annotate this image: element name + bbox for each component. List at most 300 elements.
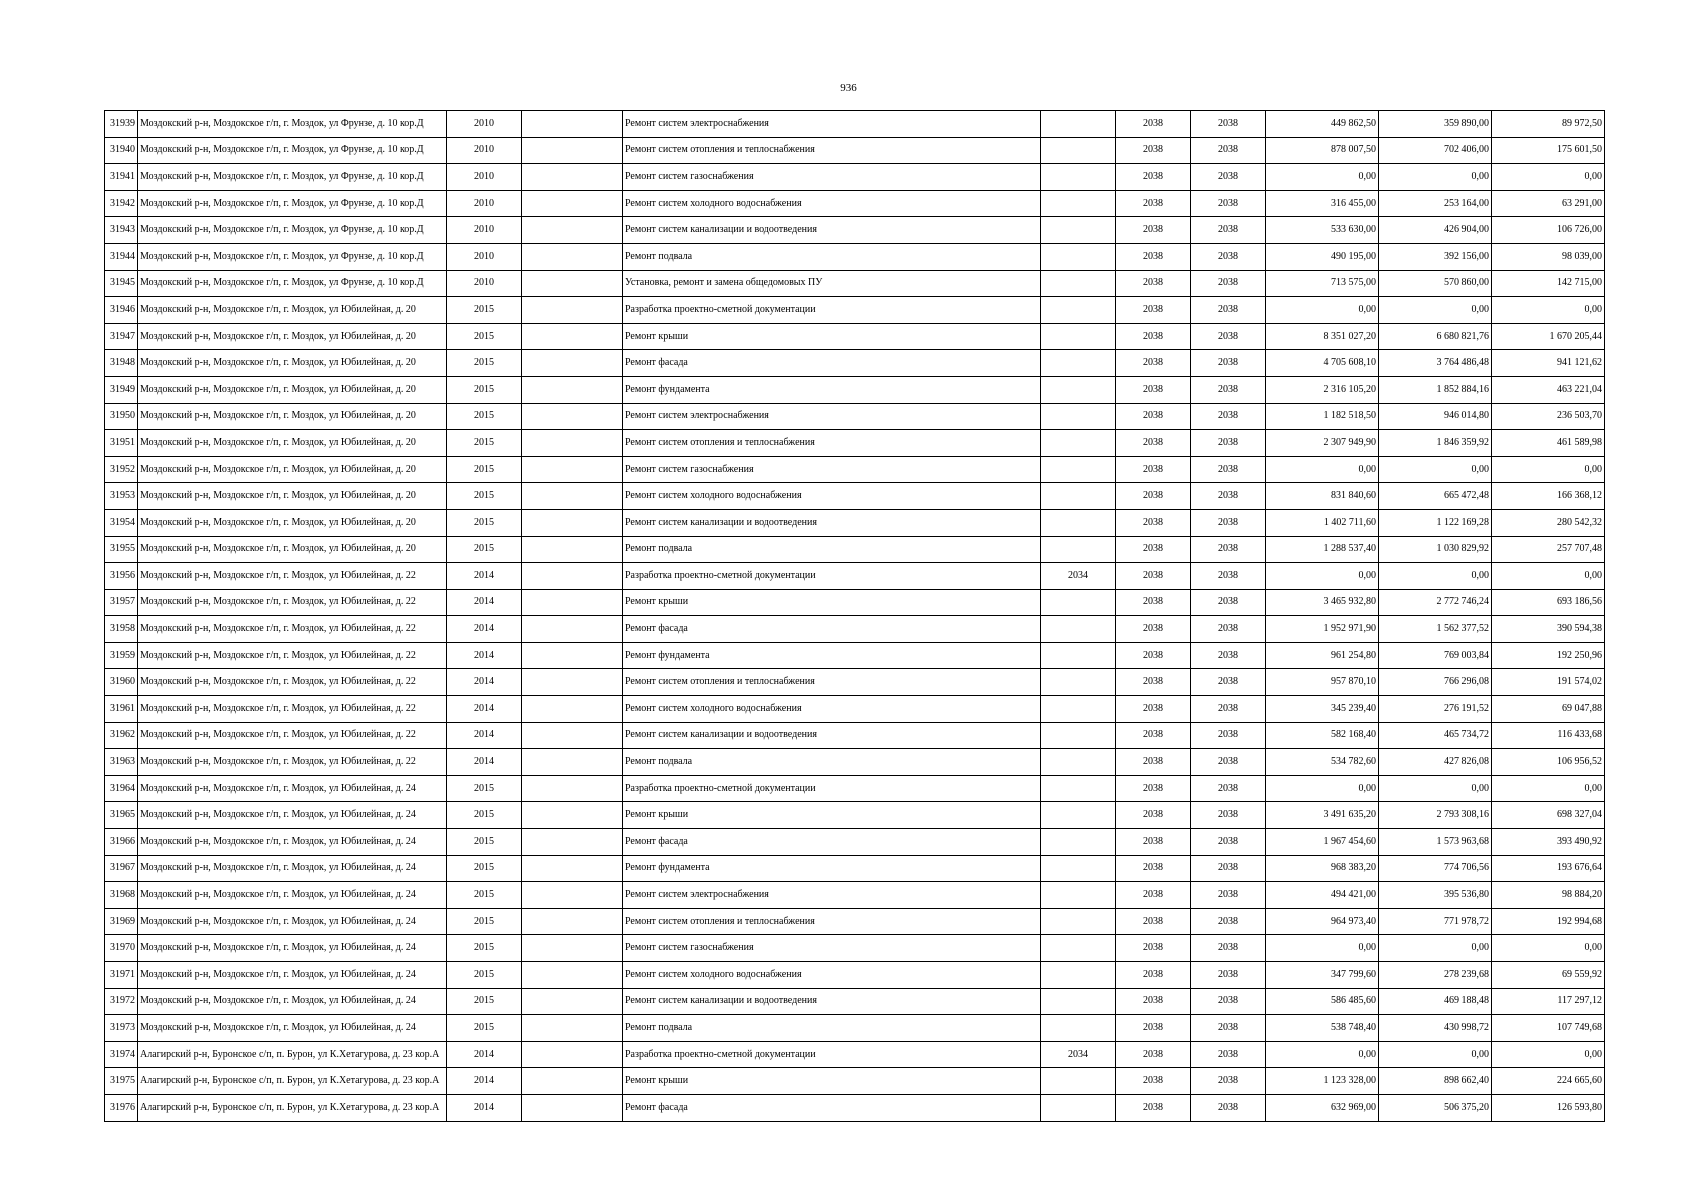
row-number: 31947: [105, 323, 138, 350]
table-row: [105, 137, 1605, 164]
end-year-cell: 2038: [1191, 563, 1266, 590]
address-cell: Моздокский р-н, Моздокское г/п, г. Моздок, ул Юбилейная, д. 20: [138, 456, 447, 483]
commission-year-cell: 2014: [447, 563, 522, 590]
planned-year-cell: [1041, 164, 1116, 191]
start-year-cell: 2038: [1116, 1041, 1191, 1068]
commission-year-cell: 2010: [447, 190, 522, 217]
total-cost-cell: 0,00: [1266, 297, 1379, 324]
table-row: [105, 855, 1605, 882]
work-type-cell: Ремонт систем холодного водоснабжения: [623, 696, 1041, 723]
start-year-cell: 2038: [1116, 536, 1191, 563]
end-year-cell: 2038: [1191, 1094, 1266, 1121]
table-row: [105, 1094, 1605, 1121]
total-cost-cell: 0,00: [1266, 563, 1379, 590]
row-number: 31952: [105, 456, 138, 483]
total-cost-cell: 449 862,50: [1266, 111, 1379, 138]
planned-year-cell: [1041, 137, 1116, 164]
work-type-cell: Установка, ремонт и замена общедомовых ПУ: [623, 270, 1041, 297]
row-number: 31948: [105, 350, 138, 377]
start-year-cell: 2038: [1116, 243, 1191, 270]
table-row: [105, 536, 1605, 563]
owner-cost-cell: 116 433,68: [1492, 722, 1605, 749]
address-cell: Моздокский р-н, Моздокское г/п, г. Моздок, ул Юбилейная, д. 24: [138, 882, 447, 909]
owner-cost-cell: 0,00: [1492, 563, 1605, 590]
address-cell: Моздокский р-н, Моздокское г/п, г. Моздок, ул Юбилейная, д. 20: [138, 536, 447, 563]
empty-cell: [522, 829, 623, 856]
empty-cell: [522, 855, 623, 882]
commission-year-cell: 2015: [447, 908, 522, 935]
owner-cost-cell: 0,00: [1492, 1041, 1605, 1068]
owner-cost-cell: 192 250,96: [1492, 642, 1605, 669]
fund-cost-cell: 0,00: [1379, 775, 1492, 802]
end-year-cell: 2038: [1191, 829, 1266, 856]
work-type-cell: Ремонт систем электроснабжения: [623, 111, 1041, 138]
planned-year-cell: [1041, 190, 1116, 217]
work-type-cell: Ремонт подвала: [623, 1015, 1041, 1042]
planned-year-cell: [1041, 988, 1116, 1015]
start-year-cell: 2038: [1116, 802, 1191, 829]
start-year-cell: 2038: [1116, 270, 1191, 297]
planned-year-cell: [1041, 270, 1116, 297]
total-cost-cell: 3 491 635,20: [1266, 802, 1379, 829]
end-year-cell: 2038: [1191, 350, 1266, 377]
commission-year-cell: 2014: [447, 616, 522, 643]
work-type-cell: Ремонт фундамента: [623, 376, 1041, 403]
table-row: [105, 696, 1605, 723]
owner-cost-cell: 390 594,38: [1492, 616, 1605, 643]
address-cell: Моздокский р-н, Моздокское г/п, г. Моздок, ул Юбилейная, д. 24: [138, 775, 447, 802]
fund-cost-cell: 253 164,00: [1379, 190, 1492, 217]
address-cell: Моздокский р-н, Моздокское г/п, г. Моздок, ул Юбилейная, д. 24: [138, 855, 447, 882]
empty-cell: [522, 111, 623, 138]
address-cell: Моздокский р-н, Моздокское г/п, г. Моздок, ул Юбилейная, д. 24: [138, 802, 447, 829]
start-year-cell: 2038: [1116, 669, 1191, 696]
planned-year-cell: [1041, 722, 1116, 749]
planned-year-cell: [1041, 1094, 1116, 1121]
owner-cost-cell: 63 291,00: [1492, 190, 1605, 217]
fund-cost-cell: 769 003,84: [1379, 642, 1492, 669]
owner-cost-cell: 166 368,12: [1492, 483, 1605, 510]
end-year-cell: 2038: [1191, 988, 1266, 1015]
fund-cost-cell: 506 375,20: [1379, 1094, 1492, 1121]
commission-year-cell: 2015: [447, 802, 522, 829]
planned-year-cell: [1041, 243, 1116, 270]
planned-year-cell: [1041, 403, 1116, 430]
address-cell: Моздокский р-н, Моздокское г/п, г. Моздок, ул Юбилейная, д. 22: [138, 749, 447, 776]
commission-year-cell: 2014: [447, 1041, 522, 1068]
address-cell: Моздокский р-н, Моздокское г/п, г. Моздок, ул Фрунзе, д. 10 кор.Д: [138, 111, 447, 138]
empty-cell: [522, 243, 623, 270]
end-year-cell: 2038: [1191, 775, 1266, 802]
work-type-cell: Ремонт фундамента: [623, 642, 1041, 669]
owner-cost-cell: 69 559,92: [1492, 962, 1605, 989]
address-cell: Моздокский р-н, Моздокское г/п, г. Моздок, ул Юбилейная, д. 24: [138, 962, 447, 989]
empty-cell: [522, 509, 623, 536]
owner-cost-cell: 0,00: [1492, 297, 1605, 324]
address-cell: Алагирский р-н, Буронское с/п, п. Бурон, ул К.Хетагурова, д. 23 кор.А: [138, 1041, 447, 1068]
table-row: [105, 722, 1605, 749]
start-year-cell: 2038: [1116, 456, 1191, 483]
row-number: 31945: [105, 270, 138, 297]
table-row: [105, 350, 1605, 377]
fund-cost-cell: 278 239,68: [1379, 962, 1492, 989]
start-year-cell: 2038: [1116, 1094, 1191, 1121]
total-cost-cell: 2 316 105,20: [1266, 376, 1379, 403]
total-cost-cell: 582 168,40: [1266, 722, 1379, 749]
start-year-cell: 2038: [1116, 775, 1191, 802]
end-year-cell: 2038: [1191, 217, 1266, 244]
address-cell: Моздокский р-н, Моздокское г/п, г. Моздок, ул Юбилейная, д. 20: [138, 509, 447, 536]
work-type-cell: Ремонт крыши: [623, 1068, 1041, 1095]
planned-year-cell: [1041, 908, 1116, 935]
commission-year-cell: 2015: [447, 403, 522, 430]
fund-cost-cell: 771 978,72: [1379, 908, 1492, 935]
total-cost-cell: 3 465 932,80: [1266, 589, 1379, 616]
end-year-cell: 2038: [1191, 962, 1266, 989]
work-type-cell: Ремонт систем канализации и водоотведения: [623, 722, 1041, 749]
planned-year-cell: [1041, 962, 1116, 989]
table-row: [105, 642, 1605, 669]
row-number: 31965: [105, 802, 138, 829]
total-cost-cell: 964 973,40: [1266, 908, 1379, 935]
row-number: 31946: [105, 297, 138, 324]
row-number: 31953: [105, 483, 138, 510]
address-cell: Моздокский р-н, Моздокское г/п, г. Моздок, ул Юбилейная, д. 24: [138, 935, 447, 962]
row-number: 31967: [105, 855, 138, 882]
table-row: [105, 616, 1605, 643]
row-number: 31961: [105, 696, 138, 723]
end-year-cell: 2038: [1191, 1041, 1266, 1068]
fund-cost-cell: 2 793 308,16: [1379, 802, 1492, 829]
work-type-cell: Разработка проектно-сметной документации: [623, 297, 1041, 324]
address-cell: Моздокский р-н, Моздокское г/п, г. Моздок, ул Юбилейная, д. 24: [138, 988, 447, 1015]
total-cost-cell: 2 307 949,90: [1266, 430, 1379, 457]
owner-cost-cell: 693 186,56: [1492, 589, 1605, 616]
start-year-cell: 2038: [1116, 509, 1191, 536]
start-year-cell: 2038: [1116, 323, 1191, 350]
end-year-cell: 2038: [1191, 430, 1266, 457]
empty-cell: [522, 1068, 623, 1095]
fund-cost-cell: 430 998,72: [1379, 1015, 1492, 1042]
address-cell: Моздокский р-н, Моздокское г/п, г. Моздок, ул Юбилейная, д. 20: [138, 483, 447, 510]
work-type-cell: Ремонт крыши: [623, 802, 1041, 829]
work-type-cell: Ремонт крыши: [623, 589, 1041, 616]
end-year-cell: 2038: [1191, 270, 1266, 297]
total-cost-cell: 347 799,60: [1266, 962, 1379, 989]
commission-year-cell: 2014: [447, 1068, 522, 1095]
row-number: 31942: [105, 190, 138, 217]
empty-cell: [522, 137, 623, 164]
address-cell: Алагирский р-н, Буронское с/п, п. Бурон, ул К.Хетагурова, д. 23 кор.А: [138, 1094, 447, 1121]
empty-cell: [522, 217, 623, 244]
planned-year-cell: 2034: [1041, 563, 1116, 590]
planned-year-cell: [1041, 297, 1116, 324]
table-row: [105, 802, 1605, 829]
empty-cell: [522, 350, 623, 377]
empty-cell: [522, 775, 623, 802]
table-row: [105, 376, 1605, 403]
fund-cost-cell: 570 860,00: [1379, 270, 1492, 297]
table-row: [105, 882, 1605, 909]
total-cost-cell: 345 239,40: [1266, 696, 1379, 723]
owner-cost-cell: 698 327,04: [1492, 802, 1605, 829]
planned-year-cell: [1041, 855, 1116, 882]
work-type-cell: Ремонт систем электроснабжения: [623, 403, 1041, 430]
end-year-cell: 2038: [1191, 802, 1266, 829]
empty-cell: [522, 1041, 623, 1068]
owner-cost-cell: 193 676,64: [1492, 855, 1605, 882]
page-number: 936: [840, 82, 857, 94]
address-cell: Моздокский р-н, Моздокское г/п, г. Моздок, ул Юбилейная, д. 22: [138, 616, 447, 643]
end-year-cell: 2038: [1191, 190, 1266, 217]
address-cell: Моздокский р-н, Моздокское г/п, г. Моздок, ул Юбилейная, д. 24: [138, 908, 447, 935]
start-year-cell: 2038: [1116, 350, 1191, 377]
empty-cell: [522, 935, 623, 962]
start-year-cell: 2038: [1116, 749, 1191, 776]
row-number: 31975: [105, 1068, 138, 1095]
commission-year-cell: 2015: [447, 323, 522, 350]
work-type-cell: Ремонт крыши: [623, 323, 1041, 350]
row-number: 31973: [105, 1015, 138, 1042]
empty-cell: [522, 616, 623, 643]
total-cost-cell: 586 485,60: [1266, 988, 1379, 1015]
row-number: 31960: [105, 669, 138, 696]
total-cost-cell: 0,00: [1266, 935, 1379, 962]
commission-year-cell: 2015: [447, 775, 522, 802]
total-cost-cell: 713 575,00: [1266, 270, 1379, 297]
empty-cell: [522, 164, 623, 191]
commission-year-cell: 2015: [447, 483, 522, 510]
owner-cost-cell: 107 749,68: [1492, 1015, 1605, 1042]
table-row: [105, 430, 1605, 457]
empty-cell: [522, 456, 623, 483]
work-type-cell: Ремонт систем холодного водоснабжения: [623, 190, 1041, 217]
commission-year-cell: 2014: [447, 642, 522, 669]
row-number: 31974: [105, 1041, 138, 1068]
commission-year-cell: 2014: [447, 589, 522, 616]
start-year-cell: 2038: [1116, 908, 1191, 935]
address-cell: Моздокский р-н, Моздокское г/п, г. Моздок, ул Юбилейная, д. 20: [138, 323, 447, 350]
empty-cell: [522, 962, 623, 989]
commission-year-cell: 2015: [447, 855, 522, 882]
commission-year-cell: 2015: [447, 456, 522, 483]
empty-cell: [522, 988, 623, 1015]
work-type-cell: Ремонт систем отопления и теплоснабжения: [623, 669, 1041, 696]
start-year-cell: 2038: [1116, 217, 1191, 244]
empty-cell: [522, 403, 623, 430]
owner-cost-cell: 941 121,62: [1492, 350, 1605, 377]
table-row: [105, 908, 1605, 935]
planned-year-cell: [1041, 323, 1116, 350]
address-cell: Моздокский р-н, Моздокское г/п, г. Моздок, ул Юбилейная, д. 24: [138, 1015, 447, 1042]
repair-schedule-table: [104, 110, 1605, 1122]
row-number: 31941: [105, 164, 138, 191]
work-type-cell: Ремонт систем холодного водоснабжения: [623, 962, 1041, 989]
end-year-cell: 2038: [1191, 669, 1266, 696]
end-year-cell: 2038: [1191, 111, 1266, 138]
total-cost-cell: 831 840,60: [1266, 483, 1379, 510]
planned-year-cell: [1041, 829, 1116, 856]
planned-year-cell: [1041, 536, 1116, 563]
total-cost-cell: 533 630,00: [1266, 217, 1379, 244]
row-number: 31957: [105, 589, 138, 616]
commission-year-cell: 2015: [447, 536, 522, 563]
total-cost-cell: 878 007,50: [1266, 137, 1379, 164]
planned-year-cell: [1041, 111, 1116, 138]
table-row: [105, 749, 1605, 776]
fund-cost-cell: 0,00: [1379, 164, 1492, 191]
empty-cell: [522, 908, 623, 935]
owner-cost-cell: 463 221,04: [1492, 376, 1605, 403]
end-year-cell: 2038: [1191, 722, 1266, 749]
commission-year-cell: 2014: [447, 696, 522, 723]
start-year-cell: 2038: [1116, 430, 1191, 457]
owner-cost-cell: 191 574,02: [1492, 669, 1605, 696]
end-year-cell: 2038: [1191, 536, 1266, 563]
owner-cost-cell: 280 542,32: [1492, 509, 1605, 536]
work-type-cell: Ремонт систем газоснабжения: [623, 456, 1041, 483]
table-row: [105, 935, 1605, 962]
start-year-cell: 2038: [1116, 722, 1191, 749]
work-type-cell: Ремонт систем отопления и теплоснабжения: [623, 430, 1041, 457]
start-year-cell: 2038: [1116, 962, 1191, 989]
end-year-cell: 2038: [1191, 908, 1266, 935]
table-row: [105, 563, 1605, 590]
total-cost-cell: 1 967 454,60: [1266, 829, 1379, 856]
work-type-cell: Ремонт фасада: [623, 1094, 1041, 1121]
total-cost-cell: 316 455,00: [1266, 190, 1379, 217]
total-cost-cell: 0,00: [1266, 456, 1379, 483]
commission-year-cell: 2010: [447, 243, 522, 270]
empty-cell: [522, 882, 623, 909]
end-year-cell: 2038: [1191, 483, 1266, 510]
end-year-cell: 2038: [1191, 509, 1266, 536]
fund-cost-cell: 395 536,80: [1379, 882, 1492, 909]
commission-year-cell: 2010: [447, 217, 522, 244]
row-number: 31954: [105, 509, 138, 536]
work-type-cell: Ремонт фундамента: [623, 855, 1041, 882]
end-year-cell: 2038: [1191, 589, 1266, 616]
address-cell: Алагирский р-н, Буронское с/п, п. Бурон, ул К.Хетагурова, д. 23 кор.А: [138, 1068, 447, 1095]
fund-cost-cell: 946 014,80: [1379, 403, 1492, 430]
total-cost-cell: 1 402 711,60: [1266, 509, 1379, 536]
commission-year-cell: 2015: [447, 350, 522, 377]
total-cost-cell: 534 782,60: [1266, 749, 1379, 776]
start-year-cell: 2038: [1116, 696, 1191, 723]
table-row: [105, 988, 1605, 1015]
row-number: 31943: [105, 217, 138, 244]
address-cell: Моздокский р-н, Моздокское г/п, г. Моздок, ул Юбилейная, д. 22: [138, 696, 447, 723]
work-type-cell: Ремонт систем газоснабжения: [623, 935, 1041, 962]
planned-year-cell: [1041, 1068, 1116, 1095]
empty-cell: [522, 589, 623, 616]
row-number: 31962: [105, 722, 138, 749]
end-year-cell: 2038: [1191, 935, 1266, 962]
fund-cost-cell: 898 662,40: [1379, 1068, 1492, 1095]
work-type-cell: Ремонт систем отопления и теплоснабжения: [623, 137, 1041, 164]
address-cell: Моздокский р-н, Моздокское г/п, г. Моздок, ул Юбилейная, д. 22: [138, 563, 447, 590]
fund-cost-cell: 1 573 963,68: [1379, 829, 1492, 856]
fund-cost-cell: 359 890,00: [1379, 111, 1492, 138]
total-cost-cell: 957 870,10: [1266, 669, 1379, 696]
start-year-cell: 2038: [1116, 164, 1191, 191]
work-type-cell: Ремонт систем канализации и водоотведения: [623, 509, 1041, 536]
start-year-cell: 2038: [1116, 642, 1191, 669]
fund-cost-cell: 276 191,52: [1379, 696, 1492, 723]
row-number: 31949: [105, 376, 138, 403]
total-cost-cell: 961 254,80: [1266, 642, 1379, 669]
fund-cost-cell: 2 772 746,24: [1379, 589, 1492, 616]
table-row: [105, 323, 1605, 350]
empty-cell: [522, 376, 623, 403]
commission-year-cell: 2015: [447, 430, 522, 457]
table-row: [105, 243, 1605, 270]
owner-cost-cell: 98 884,20: [1492, 882, 1605, 909]
work-type-cell: Ремонт подвала: [623, 243, 1041, 270]
commission-year-cell: 2010: [447, 164, 522, 191]
address-cell: Моздокский р-н, Моздокское г/п, г. Моздок, ул Юбилейная, д. 22: [138, 722, 447, 749]
table-body: [105, 111, 1605, 1122]
empty-cell: [522, 1094, 623, 1121]
start-year-cell: 2038: [1116, 137, 1191, 164]
total-cost-cell: 632 969,00: [1266, 1094, 1379, 1121]
address-cell: Моздокский р-н, Моздокское г/п, г. Моздок, ул Юбилейная, д. 24: [138, 829, 447, 856]
start-year-cell: 2038: [1116, 483, 1191, 510]
end-year-cell: 2038: [1191, 164, 1266, 191]
owner-cost-cell: 393 490,92: [1492, 829, 1605, 856]
address-cell: Моздокский р-н, Моздокское г/п, г. Моздок, ул Юбилейная, д. 22: [138, 589, 447, 616]
address-cell: Моздокский р-н, Моздокское г/п, г. Моздок, ул Фрунзе, д. 10 кор.Д: [138, 270, 447, 297]
row-number: 31956: [105, 563, 138, 590]
end-year-cell: 2038: [1191, 696, 1266, 723]
owner-cost-cell: 69 047,88: [1492, 696, 1605, 723]
start-year-cell: 2038: [1116, 297, 1191, 324]
planned-year-cell: [1041, 589, 1116, 616]
empty-cell: [522, 297, 623, 324]
address-cell: Моздокский р-н, Моздокское г/п, г. Моздок, ул Фрунзе, д. 10 кор.Д: [138, 164, 447, 191]
table-row: [105, 403, 1605, 430]
owner-cost-cell: 142 715,00: [1492, 270, 1605, 297]
start-year-cell: 2038: [1116, 1015, 1191, 1042]
row-number: 31964: [105, 775, 138, 802]
table-row: [105, 483, 1605, 510]
row-number: 31971: [105, 962, 138, 989]
row-number: 31944: [105, 243, 138, 270]
end-year-cell: 2038: [1191, 1015, 1266, 1042]
owner-cost-cell: 257 707,48: [1492, 536, 1605, 563]
commission-year-cell: 2014: [447, 1094, 522, 1121]
planned-year-cell: 2034: [1041, 1041, 1116, 1068]
table-row: [105, 164, 1605, 191]
planned-year-cell: [1041, 509, 1116, 536]
commission-year-cell: 2015: [447, 1015, 522, 1042]
fund-cost-cell: 1 852 884,16: [1379, 376, 1492, 403]
table-row: [105, 669, 1605, 696]
total-cost-cell: 968 383,20: [1266, 855, 1379, 882]
start-year-cell: 2038: [1116, 190, 1191, 217]
work-type-cell: Разработка проектно-сметной документации: [623, 1041, 1041, 1068]
owner-cost-cell: 192 994,68: [1492, 908, 1605, 935]
table-row: [105, 962, 1605, 989]
row-number: 31939: [105, 111, 138, 138]
commission-year-cell: 2015: [447, 509, 522, 536]
planned-year-cell: [1041, 483, 1116, 510]
fund-cost-cell: 465 734,72: [1379, 722, 1492, 749]
work-type-cell: Разработка проектно-сметной документации: [623, 563, 1041, 590]
planned-year-cell: [1041, 802, 1116, 829]
empty-cell: [522, 749, 623, 776]
owner-cost-cell: 175 601,50: [1492, 137, 1605, 164]
